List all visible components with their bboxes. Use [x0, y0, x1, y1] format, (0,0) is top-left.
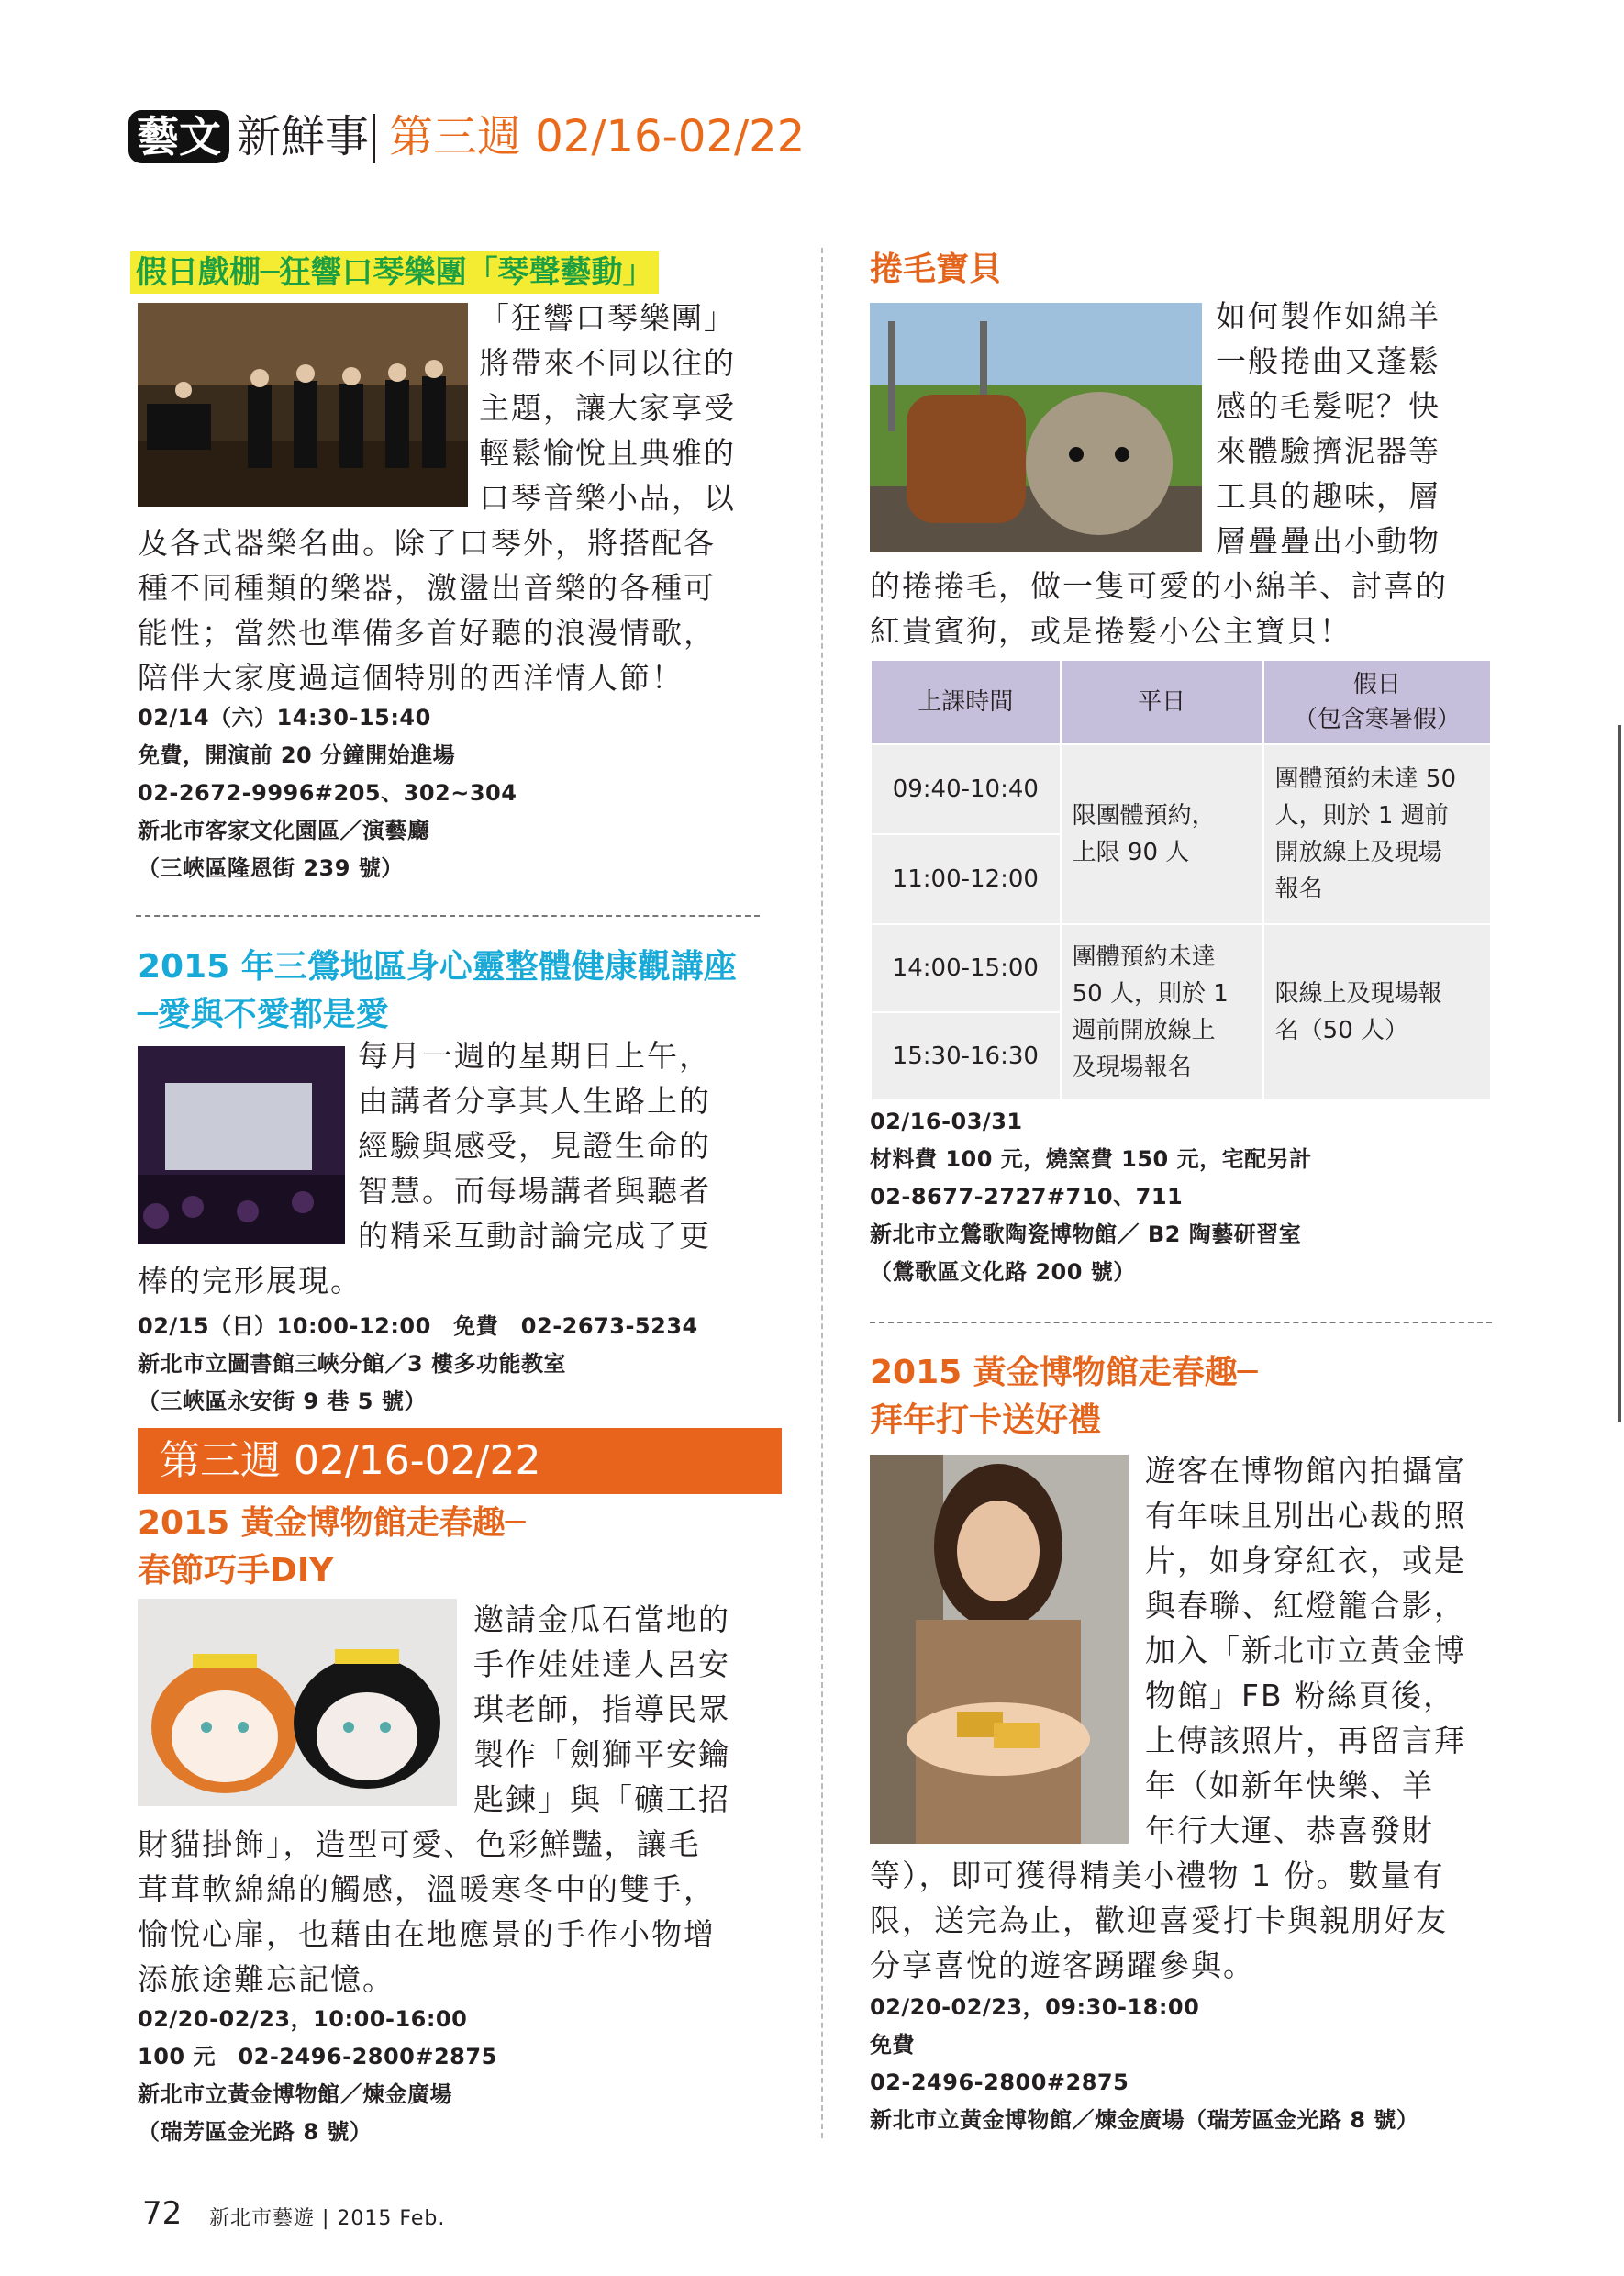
event3-info-line: 02/20-02/23，10:00-16:00: [138, 2006, 468, 2032]
event3-title: [138, 1500, 525, 1595]
event1-info: [138, 699, 798, 887]
event2-info-line: 新北市立圖書館三峽分館／3 樓多功能教室: [138, 1351, 567, 1377]
event4-info-line: 02-8677-2727#710、711: [870, 1184, 1184, 1210]
event4-line: 工具的趣味，層: [1216, 478, 1440, 514]
event1-line: 種不同種類的樂器，激盪出音樂的各種可: [138, 570, 716, 606]
event2-line: 的精采互動討論完成了更: [358, 1218, 711, 1254]
cell-line: 名（50 人）: [1274, 1017, 1409, 1044]
event5-line: 上傳該照片，再留言拜: [1145, 1723, 1466, 1758]
event1-info-line: （三峽區隆恩街 239 號）: [138, 855, 404, 881]
table-row: [871, 924, 1491, 1012]
event5-line: 片，如身穿紅衣，或是: [1145, 1543, 1466, 1579]
event4-text-right: [1216, 294, 1518, 563]
header-brand: 新鮮事: [237, 111, 370, 162]
event4-photo: [870, 303, 1202, 552]
event1-line: 及各式器樂名曲。除了口琴外，將搭配各: [138, 525, 716, 561]
divider: [136, 915, 760, 917]
table-header-row: [871, 660, 1491, 744]
event3-line: 愉悅心扉，也藉由在地應景的手作小物增: [138, 1916, 716, 1952]
event3-line: 財貓掛飾」，造型可愛、色彩鮮豔，讓毛: [138, 1826, 701, 1862]
table-cell-time: 15:30-16:30: [871, 1012, 1061, 1100]
event1-title: 假日戲棚─狂響口琴樂團「琴聲藝動」: [130, 251, 659, 294]
event3-line: 琪老師，指導民眾: [473, 1691, 730, 1727]
cell-line: 上限 90 人: [1072, 839, 1190, 866]
event4-line: 層疊疊出小動物: [1216, 523, 1440, 559]
week-banner: 第三週 02/16-02/22: [138, 1428, 782, 1494]
event3-info: [138, 2001, 798, 2151]
cell-line: 限線上及現場報: [1274, 980, 1442, 1008]
event1-info-line: 02-2672-9996#205、302~304: [138, 780, 517, 806]
event4-line: 一般捲曲又蓬鬆: [1216, 343, 1440, 379]
event2-line: 每月一週的星期日上午，: [358, 1038, 711, 1074]
cell-line: 週前開放線上: [1072, 1017, 1216, 1044]
divider: [870, 1322, 1492, 1323]
event1-info-line: 新北市客家文化園區／演藝廳: [138, 818, 430, 843]
event5-line: 限，送完為止，歡迎喜愛打卡與親朋好友: [870, 1902, 1448, 1938]
table-cell-holiday: [1263, 924, 1491, 1100]
event3-line: 添旅途難忘記憶。: [138, 1961, 395, 1997]
event5-title: [870, 1349, 1257, 1445]
event2-info: [138, 1308, 798, 1421]
table-header: [1263, 660, 1491, 744]
event4-line: 如何製作如綿羊: [1216, 298, 1440, 334]
table-header: 平日: [1061, 660, 1263, 744]
table-header-line: （包含寒暑假）: [1293, 706, 1461, 733]
event4-text-full: [870, 563, 1530, 653]
event3-text-full: [138, 1822, 798, 2002]
event2-line: 由講者分享其人生路上的: [358, 1083, 711, 1119]
event4-title: 捲毛寶貝: [870, 251, 1003, 288]
event3-line: 匙鍊」與「礦工招: [473, 1781, 730, 1817]
event2-info-line: （三峽區永安街 9 巷 5 號）: [138, 1389, 427, 1414]
event4-info-line: （鶯歌區文化路 200 號）: [870, 1259, 1136, 1285]
table-cell-time: 11:00-12:00: [871, 834, 1061, 924]
page-edge-mark: [1618, 725, 1621, 1422]
event2-info-line: 02/15（日）10:00-12:00 免費 02-2673-5234: [138, 1313, 698, 1339]
event5-title-line: 拜年打卡送好禮: [870, 1401, 1102, 1439]
event5-line: 加入「新北市立黃金博: [1145, 1633, 1466, 1668]
cell-line: 團體預約未達 50: [1274, 765, 1457, 793]
table-header: 上課時間: [871, 660, 1061, 744]
event3-line: 邀請金瓜石當地的: [473, 1601, 730, 1637]
table-header-line: 假日: [1352, 671, 1401, 698]
event3-line: 手作娃娃達人呂安: [473, 1646, 730, 1682]
event5-info-line: 免費: [870, 2032, 915, 2058]
event2-line: 智慧。而每場講者與聽者: [358, 1173, 711, 1209]
event5-line: 與春聯、紅燈籠合影，: [1145, 1588, 1466, 1623]
cell-line: 限團體預約，: [1072, 802, 1216, 830]
event2-line: 棒的完形展現。: [138, 1263, 362, 1299]
event1-line: 「狂響口琴樂團」: [479, 300, 736, 336]
event3-text-right: [473, 1597, 776, 1822]
event3-info-line: 100 元 02-2496-2800#2875: [138, 2044, 497, 2070]
event5-text-right: [1145, 1448, 1512, 1853]
event3-info-line: （瑞芳區金光路 8 號）: [138, 2119, 373, 2145]
cell-line: 報名: [1274, 876, 1323, 903]
event5-line: 分享喜悅的遊客踴躍參與。: [870, 1947, 1255, 1983]
event1-line: 主題，讓大家享受: [479, 390, 736, 426]
cell-line: 人，則於 1 週前: [1274, 802, 1449, 830]
event5-line: 遊客在博物館內拍攝富: [1145, 1453, 1466, 1489]
event3-photo: [138, 1599, 457, 1806]
event4-info: [870, 1103, 1530, 1291]
event4-info-line: 02/16-03/31: [870, 1109, 1023, 1134]
event4-line: 的捲捲毛，做一隻可愛的小綿羊、討喜的: [870, 568, 1448, 604]
event5-info-line: 02/20-02/23，09:30-18:00: [870, 1994, 1200, 2020]
table-cell-weekday: [1061, 744, 1263, 924]
event5-line: 等），即可獲得精美小禮物 1 份。數量有: [870, 1858, 1445, 1893]
schedule-table: [870, 659, 1492, 1101]
event2-title-line: ─愛與不愛都是愛: [138, 996, 389, 1033]
event1-line: 將帶來不同以往的: [479, 345, 736, 381]
event5-photo: [870, 1455, 1129, 1844]
event3-title-line: 2015 黃金博物館走春趣─: [138, 1504, 526, 1542]
event5-info-line: 02-2496-2800#2875: [870, 2070, 1129, 2095]
event1-photo: [138, 303, 468, 507]
header-divider: [373, 114, 375, 163]
event2-text-full: [138, 1258, 798, 1303]
event1-line: 陪伴大家度過這個特別的西洋情人節！: [138, 660, 684, 696]
event2-line: 經驗與感受，見證生命的: [358, 1128, 711, 1164]
event1-line: 能性；當然也準備多首好聽的浪漫情歌，: [138, 615, 716, 651]
event5-title-line: 2015 黃金博物館走春趣─: [870, 1354, 1258, 1391]
event5-line: 物館」FB 粉絲頁後，: [1145, 1678, 1456, 1713]
event3-title-line: 春節巧手DIY: [138, 1552, 334, 1590]
table-cell-holiday: [1263, 744, 1491, 924]
event2-title-line: 2015 年三鶯地區身心靈整體健康觀講座: [138, 948, 737, 986]
event4-line: 感的毛髮呢？快: [1216, 388, 1440, 424]
cell-line: 開放線上及現場: [1274, 839, 1442, 866]
event5-info-line: 新北市立黃金博物館／煉金廣場（瑞芳區金光路 8 號）: [870, 2107, 1419, 2133]
cell-line: 團體預約未達: [1072, 943, 1216, 971]
event5-info: [870, 1989, 1530, 2139]
cell-line: 及現場報名: [1072, 1054, 1192, 1081]
table-cell-weekday: [1061, 924, 1263, 1100]
event5-line: 有年味且別出心裁的照: [1145, 1498, 1466, 1534]
header-badge: 藝文: [128, 110, 229, 163]
event1-line: 口琴音樂小品，以: [479, 480, 736, 516]
event1-text-right: [479, 296, 773, 520]
event2-title: [138, 943, 737, 1039]
event3-info-line: 新北市立黃金博物館／煉金廣場: [138, 2081, 452, 2107]
cell-line: 50 人，則於 1: [1072, 980, 1229, 1008]
event4-info-line: 材料費 100 元，燒窯費 150 元，宅配另計: [870, 1146, 1312, 1172]
header-week: 第三週 02/16-02/22: [389, 111, 806, 162]
event5-line: 年行大運、恭喜發財: [1145, 1813, 1434, 1848]
event2-text-right: [358, 1033, 780, 1258]
table-row: [871, 744, 1491, 834]
event1-info-line: 免費，開演前 20 分鐘開始進場: [138, 742, 456, 768]
event1-text-full: [138, 520, 798, 700]
column-divider: [821, 248, 823, 2138]
table-cell-time: 09:40-10:40: [871, 744, 1061, 834]
event4-info-line: 新北市立鶯歌陶瓷博物館／ B2 陶藝研習室: [870, 1222, 1302, 1247]
event1-line: 輕鬆愉悅且典雅的: [479, 435, 736, 471]
event3-line: 茸茸軟綿綿的觸感，溫暖寒冬中的雙手，: [138, 1871, 716, 1907]
event3-line: 製作「劍獅平安鑰: [473, 1736, 730, 1772]
page-number: 72: [142, 2195, 183, 2232]
event5-line: 年（如新年快樂、羊: [1145, 1768, 1434, 1803]
event4-line: 來體驗擠泥器等: [1216, 433, 1440, 469]
table-cell-time: 14:00-15:00: [871, 924, 1061, 1012]
footer-publication: 新北市藝遊 | 2015 Feb.: [209, 2207, 446, 2230]
event1-info-line: 02/14（六）14:30-15:40: [138, 705, 431, 731]
event2-photo: [138, 1046, 345, 1244]
event4-line: 紅貴賓狗，或是捲髮小公主寶貝！: [870, 613, 1351, 649]
event5-text-full: [870, 1853, 1530, 1988]
